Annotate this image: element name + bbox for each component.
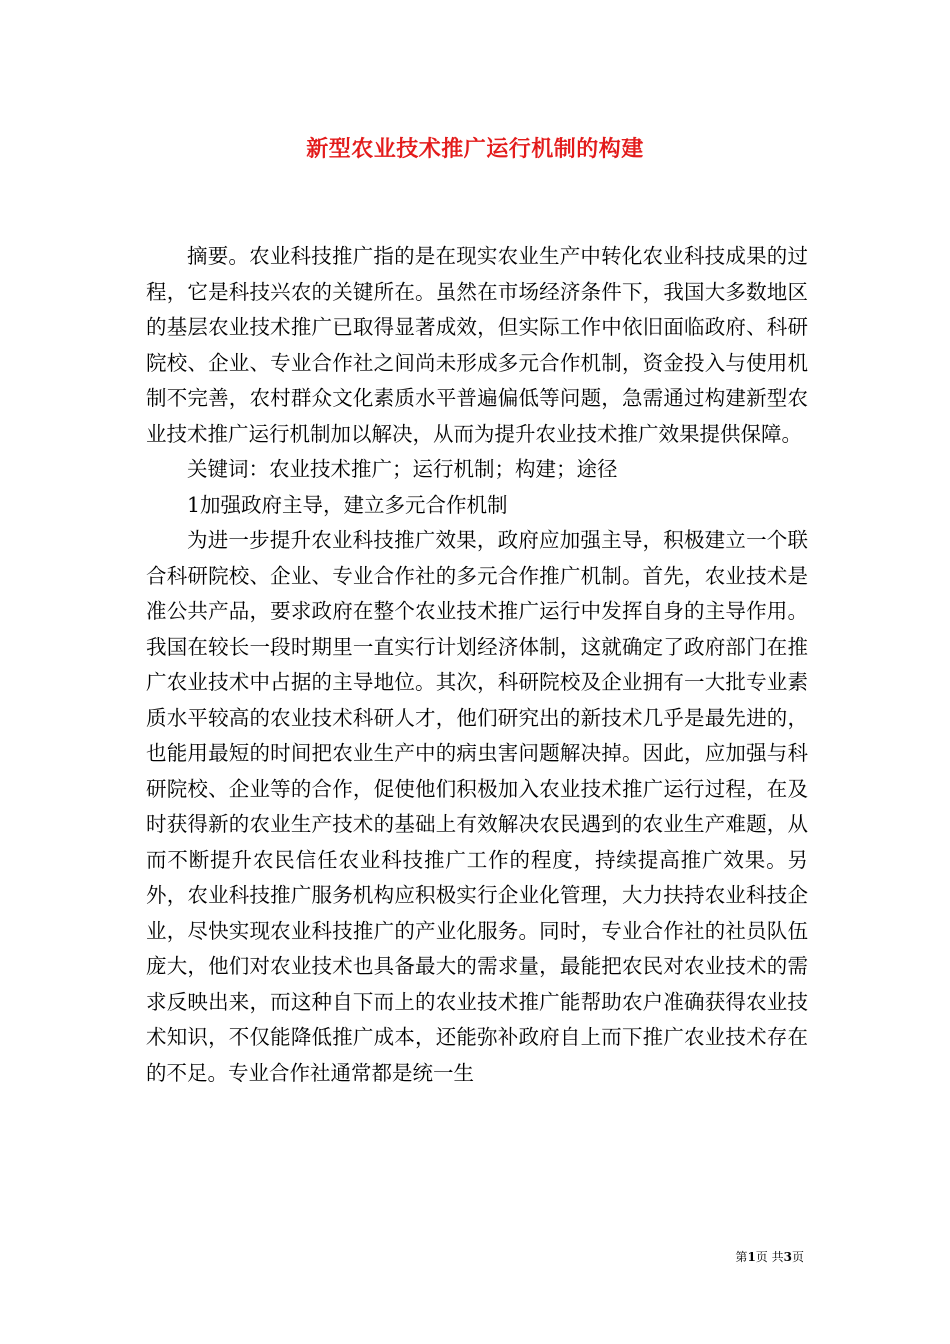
footer-total-pages: 3 [783,1250,792,1264]
abstract-paragraph: 摘要。农业科技推广指的是在现实农业生产中转化农业科技成果的过程，它是科技兴农的关键所在。虽然在市场经济条件下，我国大多数地区的基层农业技术推广已取得显著成效，但实际工作中依旧面临政府、科研院校、企业、专业合作社之间尚未形成多元合作机制，资金投入与使用机制不完善，农村群众文化素质水平普遍偏低等问题，急需通过构建新型农业技术推广运行机制加以解决，从而为提升农业技术推广效果提供保障。 [146,244,808,446]
document-title: 新型农业技术推广运行机制的构建 [306,136,644,162]
section-heading: 1加强政府主导，建立多元合作机制 [187,492,508,517]
body-paragraph: 为进一步提升农业科技推广效果，政府应加强主导，积极建立一个联合科研院校、企业、专业合作社的多元合作推广机制。首先，农业技术是准公共产品，要求政府在整个农业技术推广运行中发挥自身的主导作用。我国在较长一段时期里一直实行计划经济体制，这就确定了政府部门在推广农业技术中占据的主导地位。其次，科研院校及企业拥有一大批专业素质水平较高的农业技术科研人才，他们研究出的新技术几乎是最先进的，也能用最短的时间把农业生产中的病虫害问题解决掉。因此，应加强与科研院校、企业等的合作，促使他们积极加入农业技术推广运行过程，在及时获得新的农业生产技术的基础上有效解决农民遇到的农业生产难题，从而不断提升农民信任农业科技推广工作的程度，持续提高推广效果。另外，农业科技推广服务机构应积极实行企业化管理，大力扶持农业科技企业，尽快实现农业科技推广的产业化服务。同时，专业合作社的社员队伍庞大，他们对农业技术也具备最大的需求量，最能把农民对农业技术的需求反映出来，而这种自下而上的农业技术推广能帮助农户准确获得农业技术知识，不仅能降低推广成本，还能弥补政府自上而下推广农业技术存在的不足。专业合作社通常都是统一生 [146,528,808,1085]
page-footer [735,1249,804,1265]
footer-current-page: 1 [747,1250,756,1264]
keywords-paragraph: 关键词：农业技术推广；运行机制；构建；途径 [187,457,618,481]
footer-suffix: 页 [791,1250,804,1264]
footer-prefix: 第 [735,1250,748,1264]
footer-middle: 页 共 [755,1250,784,1264]
document-body [146,239,808,1091]
